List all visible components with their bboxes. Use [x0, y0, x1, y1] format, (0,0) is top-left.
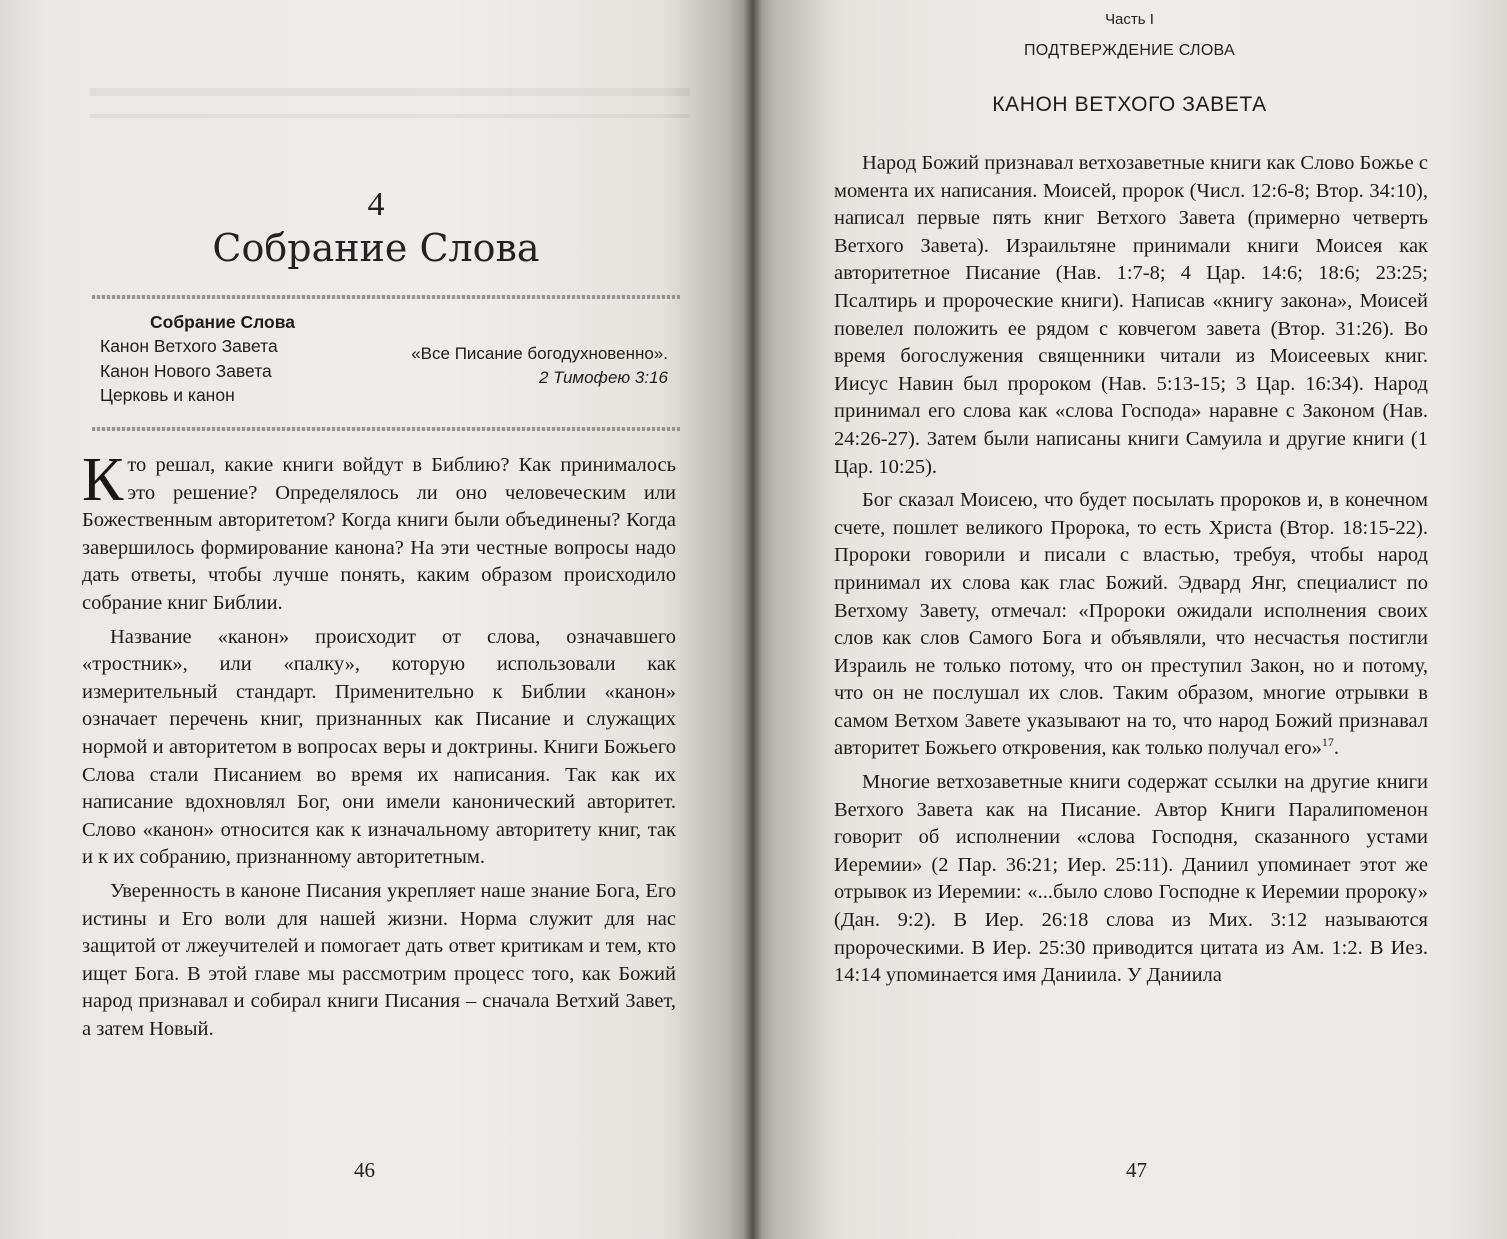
section-title: КАНОН ВЕТХОГО ЗАВЕТА	[992, 93, 1267, 116]
page-number: 46	[354, 1158, 375, 1182]
right-body-text	[834, 150, 1428, 990]
chapter-contents	[100, 310, 360, 408]
paragraph-text: то решал, какие книги войдут в Библию? Как принималось это решение? Определялось ли оно человеческим или Божественным авторитетом? Когда книги были объединены? Когда завершилось формирование канона? На эти честные вопросы надо дать ответы, чтобы лучше понять, каким образом происходило собрание книг Библии.	[82, 454, 676, 614]
epigraph-source: 2 Тимофею 3:16	[538, 368, 668, 387]
paragraph-text: Бог сказал Моисею, что будет посылать пророков и, в конечном счете, пошлет великого Пророка, то есть Христа (Втор. 18:15-22). Пророки говорили и писали с властью, требуя, чтобы народ принимал их слова как глас Божий. Эдвард Янг, специалист по Ветхому Завету, отмечал: «Пророки ожидали исполнения своих слов как слов Самого Бога и объявляли, что несчастья постигли Израиль не только потому, что он преступил Закон, но и потому, что он не послушал их слов. Таким образом, многие отрывки в самом Ветхом Завете указывают на то, что народ Божий признавал авторитет Божьего откровения, как только получал его»	[834, 489, 1428, 760]
body-paragraph	[82, 446, 676, 618]
chapter-number: 4	[367, 186, 385, 223]
drop-cap: К	[82, 446, 124, 514]
body-paragraph: Название «канон» происходит от слова, означавшего «тростник», или «палку», которую использовали как измерительный стандарт. Применительно к Библии «канон» означает перечень книг, признанных как Писание и служащих нормой и авторитетом в вопросах веры и доктрины. Книги Божьего Слова стали Писанием во время их написания. Так как их написание вдохновлял Бог, они имели канонический авторитет. Слово «канон» относится как к изначальному авторитету книг, так и к их собранию, признанному авторитетным.	[82, 625, 676, 869]
book-gutter	[744, 0, 762, 1239]
epigraph	[360, 342, 668, 390]
footnote-reference[interactable]: 17	[1321, 735, 1334, 750]
contents-item: Канон Нового Завета	[100, 360, 272, 381]
chapter-title: Собрание Слова	[212, 226, 540, 270]
body-paragraph: Уверенность в каноне Писания укрепляет наше знание Бога, Его истины и Его воли для нашей жизни. Норма служит для нас защитой от лжеучителей и помогает дать ответ критикам и тем, кто ищет Бога. В этой главе мы рассмотрим процесс того, как Божий народ признавал и собирал книги Писания – сначала Ветхий Завет, а затем Новый.	[82, 879, 676, 1040]
paragraph-end: .	[1333, 737, 1340, 760]
running-head-part: Часть I	[1105, 11, 1154, 28]
decorative-rule-top	[92, 295, 682, 299]
epigraph-quote: «Все Писание богодухновенно».	[411, 344, 668, 363]
left-body-text	[82, 446, 676, 1043]
show-through-text	[90, 88, 690, 118]
body-paragraph: Народ Божий признавал ветхозаветные книги как Слово Божье с момента их написания. Моисей, пророк (Числ. 12:6-8; Втор. 34:10), написал первые пять книг Ветхого Завета (примерно четверть Ветхого Завета). Израильтяне принимали книги Моисея как авторитетное Писание (Нав. 1:7-8; 4 Цар. 14:6; 18:6; 23:25; Псалтирь и пророческие книги). Написав «книгу закона», Моисей повелел положить ее рядом с ковчегом завета (Втор. 31:26). Во время богослужения священники читали из Моисеевых книг. Иисус Навин был пророком (Нав. 5:13-15; 3 Цар. 16:34). Народ принимал его слова как «слова Господа» наравне с Законом (Нав. 24:26-27). Затем были написаны книги Самуила и другие книги (1 Цар. 10:25).	[834, 152, 1428, 478]
left-page	[0, 0, 752, 1239]
running-head-title: ПОДТВЕРЖДЕНИЕ СЛОВА	[1024, 42, 1235, 59]
body-paragraph: Многие ветхозаветные книги содержат ссылки на другие книги Ветхого Завета как на Писание. Автор Книги Паралипоменон говорит об исполнении «слова Господня, сказанного устами Иеремии» (2 Пар. 36:21; Иер. 25:11). Даниил упоминает этот же отрывок из Иеремии: «...было слово Господне к Иеремии пророку» (Дан. 9:2). В Иер. 26:18 слова из Мих. 3:12 называются пророческими. В Иер. 25:30 приводится цитата из Ам. 1:2. В Иез. 14:14 упоминается имя Даниила. У Даниила	[834, 771, 1428, 987]
decorative-rule-bottom	[92, 427, 682, 431]
page-number: 47	[1126, 1158, 1147, 1182]
right-page	[752, 0, 1507, 1239]
contents-item: Церковь и канон	[100, 385, 235, 405]
contents-item: Канон Ветхого Завета	[100, 336, 278, 356]
contents-heading: Собрание Слова	[150, 312, 295, 332]
body-paragraph	[834, 487, 1428, 763]
